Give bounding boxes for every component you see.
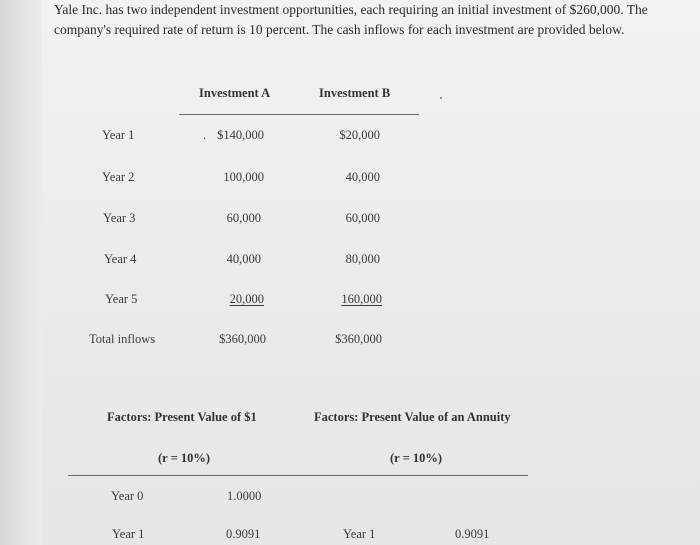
cell-b-total: $360,000 <box>335 332 382 346</box>
header-investment-a: Investment A <box>199 86 271 100</box>
factor-rule <box>68 475 528 476</box>
header-rule <box>179 114 419 115</box>
row-label: Year 3 <box>103 211 136 225</box>
annuity-factor-value: 0.9091 <box>455 527 490 541</box>
scan-speck <box>440 97 442 99</box>
row-label: Year 1 <box>102 128 135 142</box>
cell-a: $140,000 <box>217 128 264 142</box>
row-label: Year 4 <box>104 252 137 266</box>
annuity-row-label: Year 1 <box>343 527 376 541</box>
cell-a: 40,000 <box>226 252 261 266</box>
row-label-total: Total inflows <box>89 332 156 346</box>
row-label: Year 5 <box>105 292 138 306</box>
pv-factor-title: Factors: Present Value of $1 <box>107 410 257 424</box>
cell-a: 60,000 <box>226 211 261 225</box>
pv-factor-value: 0.9091 <box>226 527 261 541</box>
problem-line-2: company's required rate of return is 10 percent. The cash inflows for each investment are provided below. <box>54 22 625 37</box>
cell-a-underlined: 20,000 <box>229 292 264 306</box>
left-margin-shadow <box>0 0 42 545</box>
cell-b: 40,000 <box>345 170 380 184</box>
header-investment-b: Investment B <box>319 86 391 100</box>
factor-row-label: Year 0 <box>111 489 144 503</box>
cell-b: 80,000 <box>345 252 380 266</box>
problem-line-1: Yale Inc. has two independent investment opportunities, each requiring an initial investment of $260,000. The <box>54 2 648 17</box>
cell-b: $20,000 <box>339 128 380 142</box>
factor-row-label: Year 1 <box>112 527 145 541</box>
cell-b: 60,000 <box>345 211 380 225</box>
row-label: Year 2 <box>102 170 135 184</box>
cell-b-underlined: 160,000 <box>341 292 382 306</box>
scan-mark: . <box>203 128 207 142</box>
cell-a-total: $360,000 <box>219 332 266 346</box>
cell-a: 100,000 <box>223 170 264 184</box>
annuity-rate: (r = 10%) <box>390 451 443 465</box>
annuity-factor-title: Factors: Present Value of an Annuity <box>314 410 511 424</box>
pv-factor-value: 1.0000 <box>227 489 262 503</box>
problem-statement <box>54 0 674 40</box>
pv-rate: (r = 10%) <box>158 451 211 465</box>
